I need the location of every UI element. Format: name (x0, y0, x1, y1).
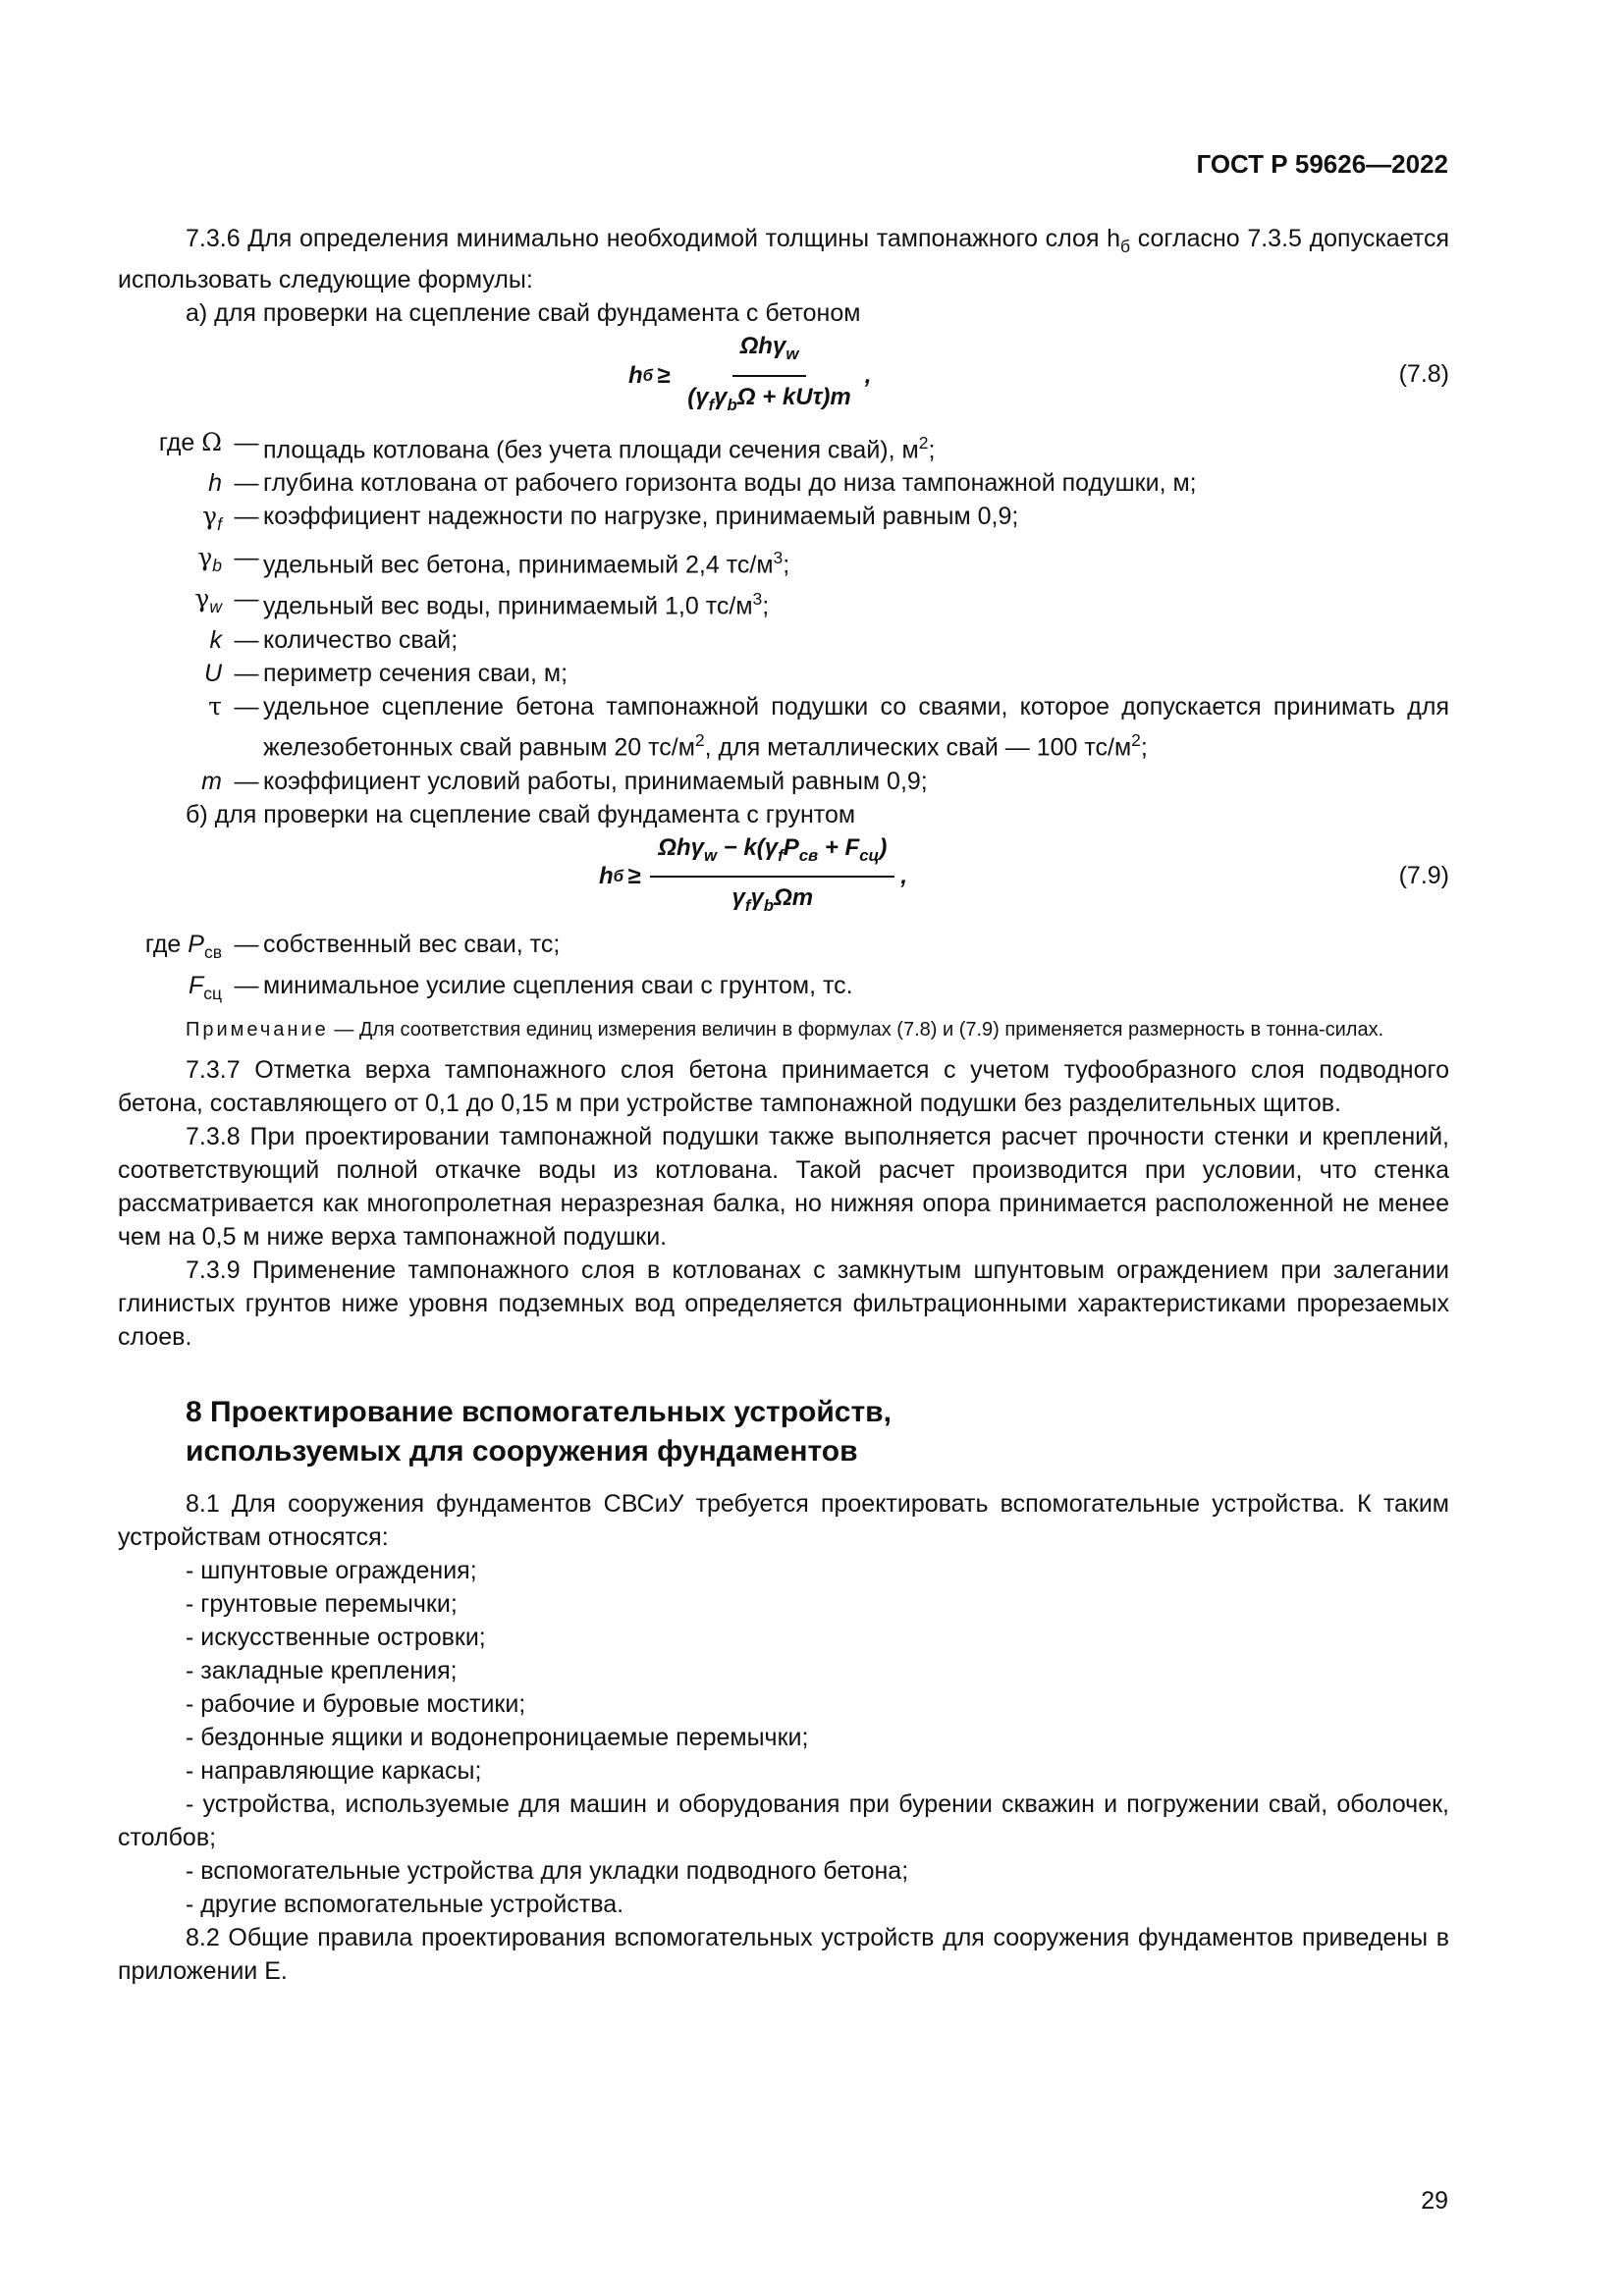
formula-7-8 (118, 330, 1449, 426)
definition-row: $\gamma_w$ — удельный вес воды, принимаемый 1,0 $тс/м^3$; (194, 584, 770, 620)
definition-row: m — коэффициент условий работы, принимаемый равным 0,9; (201, 767, 928, 795)
document-code: ГОСТ Р 59626—2022 (1196, 149, 1448, 179)
fraction-numerator: $\Omega h\gamma_w - k(\gamma_fP_{св} + F_{сц})$ (650, 831, 894, 879)
definition-row: τ — удельное сцепление бетона тампонажной подушки со сваями, которое допускается принимать для железобетонных свай равным 20 $тс/м^2$, для металлических свай — 100 $тс/м^2$; (208, 692, 1449, 762)
fraction-numerator: Ωhγ$_w$ (732, 330, 807, 377)
definition-row: h — глубина котлована от рабочего горизонта воды до низа тампонажной подушки, м; (208, 469, 1197, 498)
section-8-title-line-2: используемых для сооружения фундаментов (186, 1434, 858, 1468)
note: Примечание — Для соответствия единиц измерения величин в формулах (7.8) и (7.9) применяется размерность в тонна-силах. (186, 1018, 1384, 1041)
paragraph-8-2: 8.2 Общие правила проектирования вспомогательных устройств для сооружения фундаментов приведены в приложении Е. (118, 1923, 1449, 1985)
list-item: - другие вспомогательные устройства. (186, 1890, 624, 1918)
list-item: - бездонные ящики и водонепроницаемые перемычки; (186, 1723, 809, 1751)
list-item: - шпунтовые ограждения; (186, 1556, 477, 1584)
item-b: б) для проверки на сцепление свай фундамента с грунтом (186, 800, 856, 828)
definitions-7-9 (118, 928, 1449, 1010)
formula-fraction (679, 330, 858, 422)
definition-row: $\gamma_b$ — удельный вес бетона, принимаемый 2,4 $тс/м^3$; (197, 543, 790, 579)
definition-row: U — периметр сечения сваи, м; (203, 660, 568, 688)
page-number: 29 (1421, 2187, 1448, 2215)
definition-row: $F_{сц}$ — минимальное усилие сцепления сваи с грунтом, тс. (188, 971, 853, 1003)
formula-fraction (650, 831, 894, 924)
item-a: а) для проверки на сцепление свай фундамента с бетоном (186, 299, 861, 327)
formula-expression: h б ≥ $\frac{\Omega h\gamma_w}{(\gamma_f\gamma_b\Omega + kU\tau)m}$ , (628, 330, 871, 422)
equation-number: (7.9) (1398, 861, 1449, 889)
definition-row: $\gamma_f$ — коэффициент надежности по нагрузке, принимаемый равным 0,9; (202, 502, 1019, 535)
formula-expression: h б ≥ $\frac{\Omega h\gamma_w - k(\gamma_fP_{св} + F_{сц})}{\gamma_f\gamma_b\Omega m}$ , (599, 831, 907, 924)
paragraph-7-3-6: 7.3.6 Для определения минимально необходимой толщины тампонажного слоя $h_б$ согласно 7.3.5 допускается использовать следующие формулы: (118, 225, 1449, 294)
list-item: - искусственные островки; (186, 1623, 486, 1651)
definitions-7-8 (118, 426, 1449, 798)
equation-number: (7.8) (1398, 360, 1449, 388)
formula-7-9 (118, 831, 1449, 928)
list-item: - направляющие каркасы; (186, 1756, 482, 1785)
definition-row: где $P_{св}$ — собственный вес сваи, тс; (144, 930, 561, 962)
definition-row: k — количество свай; (209, 626, 459, 655)
section-8-title-line-1: 8 Проектирование вспомогательных устройств, (186, 1395, 892, 1428)
auxiliary-devices-list (118, 1554, 1449, 1921)
paragraph-7-3-7: 7.3.7 Отметка верха тампонажного слоя бетона принимается с учетом туфообразного слоя подводного бетона, составляющего от 0,1 до 0,15 м при устройстве тампонажной подушки без разделительных щитов. (118, 1055, 1449, 1117)
list-item: - рабочие и буровые мостики; (186, 1689, 526, 1718)
document-body (118, 222, 1449, 1988)
list-item: - вспомогательные устройства для укладки подводного бетона; (186, 1856, 909, 1885)
fraction-denominator: $\gamma_f\gamma_b\Omega m$ (731, 884, 814, 916)
list-item: - устройства, используемые для машин и оборудования при бурении скважин и погружении свай, оболочек, столбов; (118, 1789, 1449, 1851)
paragraph-8-1: 8.1 Для сооружения фундаментов СВСиУ требуется проектировать вспомогательные устройства. К таким устройствам относятся: (118, 1489, 1449, 1551)
paragraph-7-3-9: 7.3.9 Применение тампонажного слоя в котлованах с замкнутым шпунтовым ограждением при залегании глинистых грунтов ниже уровня подземных вод определяется фильтрационными характеристиками прорезаемых слоев. (118, 1255, 1449, 1351)
paragraph-7-3-8: 7.3.8 При проектировании тампонажной подушки также выполняется расчет прочности стенки и креплений, соответствующий полной откачке воды из котлована. Такой расчет производится при условии, что стенка рассматривается как многопролетная неразрезная балка, но нижняя опора принимается расположенной не менее чем на 0,5 м ниже верха тампонажной подушки. (118, 1122, 1449, 1251)
definition-row: где Ω — площадь котлована (без учета площади сечения свай), $м^2$; (158, 428, 936, 464)
fraction-denominator: $(\gamma_f\gamma_b\Omega + kU\tau)m$ (687, 383, 851, 414)
list-item: - грунтовые перемычки; (186, 1589, 458, 1618)
list-item: - закладные крепления; (186, 1656, 458, 1684)
